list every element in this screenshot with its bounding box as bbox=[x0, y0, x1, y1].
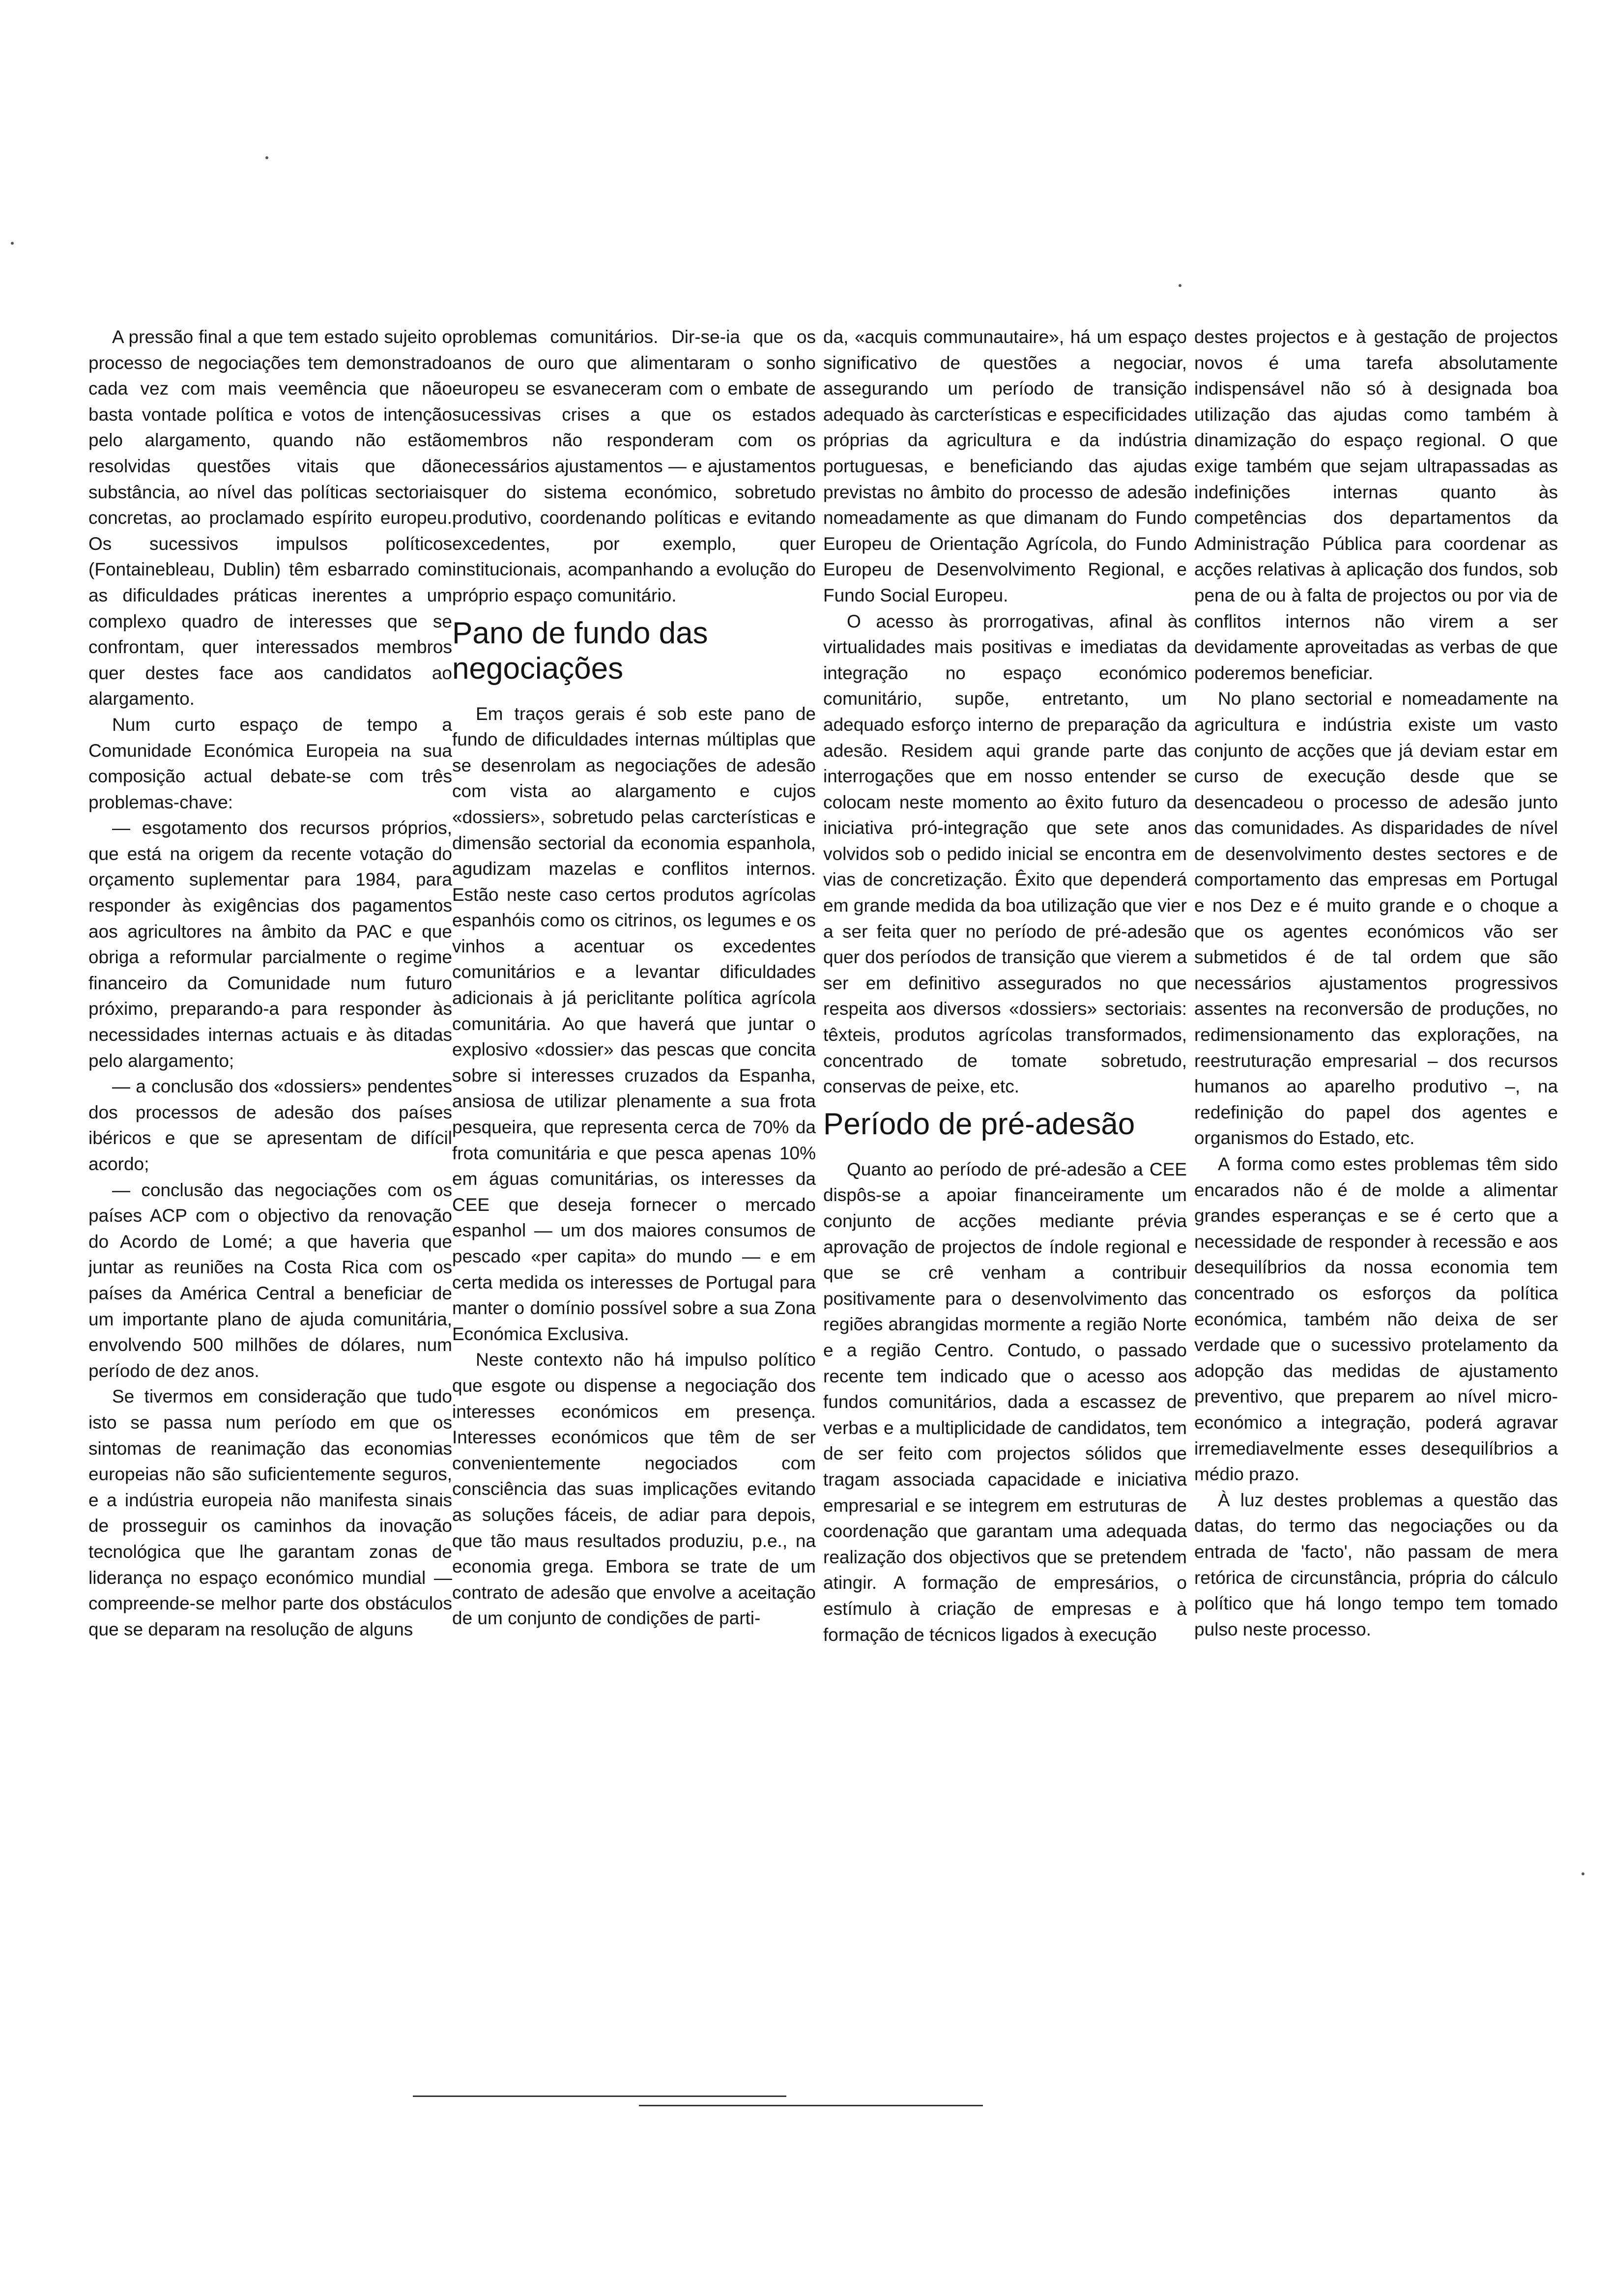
paragraph: Em traços gerais é sob este pano de fundo de dificuldades internas múltiplas que se desenrolam as negociações de adesão com vista ao alargamento e cujos «dossiers», sobretudo pelas carcterísticas e dimensão sectorial da economia espanhola, agudizam mazelas e conflitos internos. Estão neste caso certos produtos agrícolas espanhóis como os citrinos, os legumes e os vinhos a acentuar os excedentes comunitários e a levantar dificuldades adicionais à já periclitante política agrícola comunitária. Ao que haverá que juntar o explosivo «dossier» das pescas que concita sobre si interesses cruzados da Espanha, ansiosa de utilizar plenamente a sua frota pesqueira, que representa cerca de 70% da frota comunitária e que pesca apenas 10% em águas comunitárias, os interesses da CEE que deseja fornecer o mercado espanhol — um dos maiores consumos de pescado «per capita» do mundo — e em certa medida os interesses de Portugal para manter o domínio possível sobre a sua Zona Económica Exclusiva. bbox=[452, 703, 816, 1344]
paragraph: da, «acquis communautaire», há um espaço significativo de questões a negociar, assegurando um período de transição adequado às carcterísticas e especificidades próprias da agricultura e da indústria portuguesas, e beneficiando das ajudas previstas no âmbito do processo de adesão nomeadamente as que dimanam do Fundo Europeu de Orientação Agrícola, do Fundo Europeu de Desenvolvimento Regional, e Fundo Social Europeu. bbox=[823, 327, 1187, 605]
paragraph: — esgotamento dos recursos próprios, que está na origem da recente votação do orçamento suplementar para 1984, para responder às exigências dos pagamentos aos agricultores na âmbito da PAC e que obriga a reformular parcialmente o regime financeiro da Comunidade num futuro próximo, preparando-a para responder às necessidades internas actuais e às ditadas pelo alargamento; bbox=[88, 818, 452, 1071]
scan-speck bbox=[11, 242, 14, 245]
paragraph: Num curto espaço de tempo a Comunidade Económica Europeia na sua composição actual debate-se com três problemas-chave: bbox=[88, 714, 452, 812]
paragraph: — a conclusão dos «dossiers» pendentes dos processos de adesão dos países ibéricos e que se apresentam de difícil acordo; bbox=[88, 1076, 452, 1174]
scan-speck bbox=[265, 156, 268, 159]
paragraph: A forma como estes problemas têm sido encarados não é de molde a alimentar grandes esperanças e se é certo que a necessidade de responder à recessão e aos desequilíbrios da nossa economia tem concentrado os esforços da política económica, também não deixa de ser verdade que o sucessivo protelamento da adopção das medidas de ajustamento preventivo, que preparem ao nível micro-económico a integração, poderá agravar irremediavelmente esses desequilíbrios a médio prazo. bbox=[1194, 1154, 1558, 1485]
paragraph: problemas comunitários. Dir-se-ia que os anos de ouro que alimentaram o sonho europeu se esvaneceram com o embate de sucessivas crises a que os estados membros não responderam com os necessários ajustamentos — e ajustamentos quer do sistema económico, sobretudo produtivo, coordenando políticas e evitando excedentes, por exemplo, quer institucionais, acompanhando a evolução do próprio espaço comunitário. bbox=[452, 327, 816, 605]
column-2 bbox=[452, 324, 816, 2094]
paragraph: À luz destes problemas a questão das datas, do termo das negociações ou da entrada de 'facto', não passam de mera retórica de circunstância, própria do cálculo político que há longo tempo tem tomado pulso neste processo. bbox=[1194, 1490, 1558, 1639]
column-4 bbox=[1194, 324, 1558, 2094]
paragraph: Se tivermos em consideração que tudo isto se passa num período em que os sintomas de reanimação das economias europeias não são suficientemente seguros, e a indústria europeia não manifesta sinais de prosseguir os caminhos da inovação tecnológica que lhe garantam zonas de liderança no espaço económico mundial — compreende-se melhor parte dos obstáculos que se deparam na resolução de alguns bbox=[88, 1386, 452, 1639]
bottom-rule-2 bbox=[639, 2105, 983, 2106]
bottom-rule-1 bbox=[413, 2095, 786, 2097]
section-heading: Pano de fundo das negociações bbox=[452, 616, 708, 686]
paragraph: No plano sectorial e nomeadamente na agricultura e indústria existe um vasto conjunto de acções que já deviam estar em curso de execução desde que se desencadeou o processo de adesão junto das comunidades. As disparidades de nível de desenvolvimento destes sectores e de comportamento das empresas em Portugal e nos Dez e é muito grande e o choque a que os agentes económicos vão ser submetidos é de tal ordem que são necessários ajustamentos progressivos assentes na reconversão de produções, no redimensionamento das explorações, na reestruturação empresarial – dos recursos humanos ao aparelho produtivo –, na redefinição do papel dos agentes e organismos do Estado, etc. bbox=[1194, 689, 1558, 1148]
scan-speck bbox=[1582, 1872, 1584, 1875]
paragraph: Neste contexto não há impulso político que esgote ou dispense a negociação dos interesses económicos em presença. Interesses económicos que têm de ser convenientemente negociados com consciência das suas implicações evitando as soluções fáceis, de adiar para depois, que tão maus resultados produziu, p.e., na economia grega. Embora se trate de um contrato de adesão que envolve a aceitação de um conjunto de condições de parti- bbox=[452, 1349, 816, 1629]
paragraph: Quanto ao período de pré-adesão a CEE dispôs-se a apoiar financeiramente um conjunto de acções mediante prévia aprovação de projectos de índole regional e que se crê venham a contribuir positivamente para o desenvolvimento das regiões abrangidas mormente a região Norte e a região Centro. Contudo, o passado recente tem indicado que o acesso aos fundos comunitários, dada a escassez de verbas e a multiplicidade de candidatos, tem de ser feito com projectos sólidos que tragam associada capacidade e iniciativa empresarial e se integrem em estruturas de coordenação que garantam uma adequada realização dos objectivos que se pretendem atingir. A formação de empresários, o estímulo à criação de empresas e à formação de técnicos ligados à execução bbox=[823, 1159, 1187, 1645]
paragraph: O acesso às prorrogativas, afinal às virtualidades mais positivas e imediatas da integração no espaço económico comunitário, supõe, entretanto, um adequado esforço interno de preparação da adesão. Residem aqui grande parte das interrogações que em nosso entender se colocam neste momento ao êxito futuro da iniciativa pró-integração que sete anos volvidos sob o pedido inicial se encontra em vias de concretização. Êxito que dependerá em grande medida da boa utilização que vier a ser feita quer no período de pré-adesão quer dos períodos de transição que vierem a ser em definitivo assegurados no que respeita aos diversos «dossiers» sectoriais: têxteis, produtos agrícolas transformados, concentrado de tomate sobretudo, conservas de peixe, etc. bbox=[823, 611, 1187, 1097]
section-heading: Período de pré-adesão bbox=[823, 1107, 1135, 1141]
scan-speck bbox=[1179, 284, 1181, 287]
paragraph: destes projectos e à gestação de projectos novos é uma tarefa absolutamente indispensável não só à designada boa utilização das ajudas como também à dinamização do espaço regional. O que exige também que sejam ultrapassadas as indefinições internas quanto às competências dos departamentos da Administração Pública para coordenar as acções relativas à aplicação dos fundos, sob pena de ou à falta de projectos ou por via de conflitos internos não virem a ser devidamente aproveitadas as verbas de que poderemos beneficiar. bbox=[1194, 327, 1558, 683]
paragraph: — conclusão das negociações com os países ACP com o objectivo da renovação do Acordo de Lomé; a que haveria que juntar as reuniões na Costa Rica com os países da América Central a beneficiar de um importante plano de ajuda comunitária, envolvendo 500 milhões de dólares, num período de dez anos. bbox=[88, 1179, 452, 1381]
paragraph: A pressão final a que tem estado sujeito o processo de negociações tem demonstrado cada vez com mais veemência que não basta vontade política e votos de intenção pelo alargamento, quando não estão resolvidas questões vitais que dão substância, ao nível das políticas sectoriais concretas, ao proclamado espírito europeu. Os sucessivos impulsos políticos (Fontainebleau, Dublin) têm esbarrado com as dificuldades práticas inerentes a um complexo quadro de interesses que se confrontam, quer interessados membros quer destes face aos candidatos ao alargamento. bbox=[88, 327, 452, 709]
column-1 bbox=[88, 324, 452, 2094]
column-3 bbox=[823, 324, 1187, 2094]
